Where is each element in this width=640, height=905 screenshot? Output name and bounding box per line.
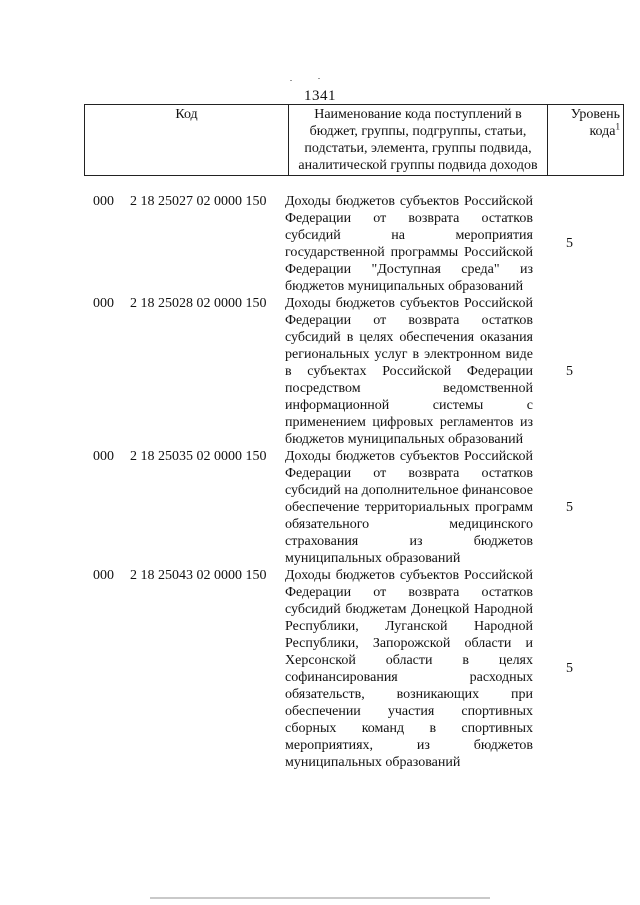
table-row bbox=[0, 193, 640, 295]
admin-code: 000 bbox=[93, 449, 114, 464]
revenue-code: 2 18 25035 02 0000 150 bbox=[130, 449, 267, 464]
code-level: 5 bbox=[566, 499, 573, 515]
admin-code: 000 bbox=[93, 568, 114, 583]
header-code-label: Код bbox=[175, 107, 198, 122]
header-level bbox=[548, 105, 624, 176]
table-row bbox=[0, 295, 640, 448]
admin-code: 000 bbox=[93, 194, 114, 209]
scan-edge-line bbox=[150, 897, 490, 899]
code-level: 5 bbox=[566, 363, 573, 379]
revenue-name: Доходы бюджетов субъектов Российской Федерации от возврата остатков субсидий на мероприятия государственной программы Российской Федерации "Доступная среда" из бюджетов муниципальных образований bbox=[285, 194, 533, 294]
header-code bbox=[85, 105, 289, 176]
header-level-label: Уровень кода bbox=[570, 107, 620, 139]
revenue-code: 2 18 25028 02 0000 150 bbox=[130, 296, 267, 311]
code-level: 5 bbox=[566, 236, 573, 251]
table-row bbox=[0, 448, 640, 567]
revenue-name: Доходы бюджетов субъектов Российской Федерации от возврата остатков субсидий на дополнительное финансовое обеспечение территориальных программ обязательного медицинского страхования из бюджетов муниципальных образований bbox=[285, 449, 533, 566]
page-number: 1341 bbox=[304, 88, 336, 104]
admin-code: 000 bbox=[93, 296, 114, 311]
table-header bbox=[84, 104, 624, 176]
revenue-code: 2 18 25043 02 0000 150 bbox=[130, 568, 267, 583]
revenue-code: 2 18 25027 02 0000 150 bbox=[130, 194, 267, 209]
header-name-label: Наименование кода поступлений в бюджет, группы, подгруппы, статьи, подстатьи, элемента, группы подвида, аналитической группы подвида доходов bbox=[298, 107, 538, 173]
scan-speck bbox=[290, 80, 292, 81]
header-name bbox=[289, 105, 548, 176]
table-row bbox=[0, 567, 640, 771]
code-level: 5 bbox=[566, 661, 573, 676]
footnote-marker: 1 bbox=[615, 121, 620, 132]
table-body bbox=[0, 193, 640, 771]
revenue-name: Доходы бюджетов субъектов Российской Федерации от возврата остатков субсидий бюджетам Донецкой Народной Республики, Луганской Народной Республики, Запорожской области и Херсонской области в целях софинансирования расходных обязательств, возникающих при обеспечении участия спортивных сборных команд в спортивных мероприятиях, из бюджетов муниципальных образований bbox=[285, 568, 533, 770]
scan-speck bbox=[318, 78, 320, 79]
revenue-name: Доходы бюджетов субъектов Российской Федерации от возврата остатков субсидий в целях обеспечения оказания региональных услуг в электронном виде в субъектах Российской Федерации посредством ведомственной информационной системы с применением цифровых регламентов из бюджетов муниципальных образований bbox=[285, 296, 533, 447]
